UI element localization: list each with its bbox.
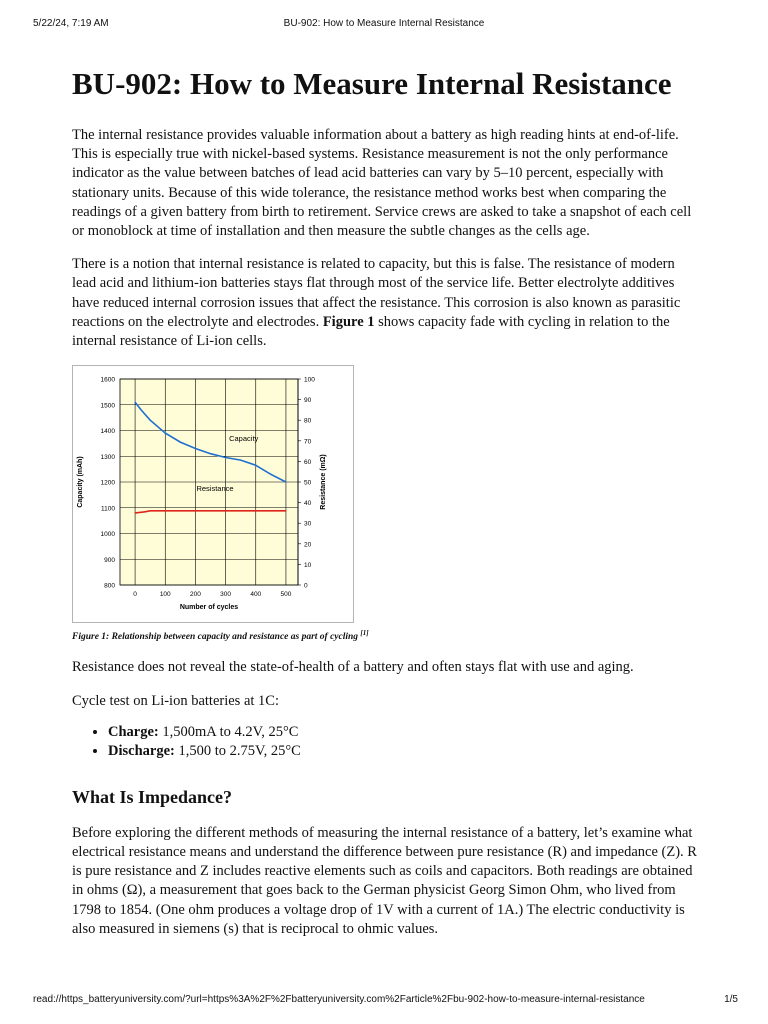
figure-caption-text: Figure 1: Relationship between capacity and resistance as part of cycling (72, 632, 359, 643)
y-tick-label: 900 (104, 556, 115, 564)
y-tick-label: 1100 (101, 505, 115, 513)
y-tick-label: 1600 (100, 376, 115, 384)
print-doc-title: BU-902: How to Measure Internal Resistance (283, 18, 485, 29)
paragraph-cycle-test: Cycle test on Li-ion batteries at 1C: (72, 692, 279, 709)
capacity-annotation: Capacity (229, 434, 259, 444)
y-tick-label: 1500 (100, 402, 115, 410)
list-label-discharge: Discharge: (108, 742, 175, 759)
data-point-capacity (285, 482, 286, 483)
y2-tick-label: 30 (304, 520, 312, 528)
y2-tick-label: 20 (304, 541, 312, 549)
figure-1 (72, 365, 354, 623)
x-tick-label: 400 (250, 591, 262, 599)
data-point-resistance (134, 513, 135, 514)
data-point-resistance (225, 510, 226, 511)
section-heading-impedance: What Is Impedance? (72, 786, 233, 807)
print-datetime: 5/22/24, 7:19 AM (33, 18, 109, 29)
print-header (0, 18, 768, 32)
paragraph-intro: The internal resistance provides valuable information about a battery as high reading hints at end-of-life. This is especially true with nickel-based systems. Resistance measurement is not the only performance indicator as the value between batches of lead acid batteries can vary by 5–10 percent, especially with stationary units. Because of this wide tolerance, the resistance method works best when comparing the readings of a given battery from birth to retirement. Service crews are asked to take a snapshot of each cell or monoblock at time of installation and then measure the subtle changes as the cells age. (72, 127, 692, 240)
list-text-charge: 1,500mA to 4.2V, 25°C (158, 723, 299, 740)
data-point-capacity (180, 442, 181, 443)
y2-tick-label: 70 (304, 438, 312, 446)
y2-tick-label: 40 (304, 500, 312, 508)
data-point-capacity (240, 460, 241, 461)
data-point-resistance (195, 510, 196, 511)
x-axis-label: Number of cycles (179, 604, 239, 612)
y-tick-label: 1400 (100, 428, 115, 436)
data-point-capacity (134, 402, 135, 403)
data-point-capacity (225, 457, 226, 458)
data-point-resistance (144, 512, 145, 513)
data-point-resistance (285, 510, 286, 511)
y-tick-label: 1300 (100, 453, 115, 461)
list-label-charge: Charge: (108, 723, 159, 740)
list-item-discharge (108, 742, 702, 761)
data-point-capacity (210, 453, 211, 454)
data-point-resistance (150, 510, 151, 511)
page-title: BU-902: How to Measure Internal Resistance (72, 66, 672, 101)
y2-tick-label: 50 (304, 479, 312, 487)
paragraph-impedance: Before exploring the different methods of measuring the internal resistance of a battery, let’s examine what electrical resistance means and understand the difference between pure resistance (R) and impedance (Z). R is pure resistance and Z includes reactive elements such as coils and capacitors. Both readings are obtained in ohms (Ω), a measurement that goes back to the German physicist Georg Simon Ohm, who lived from 1798 to 1854. (One ohm produces a voltage drop of 1V with a current of 1A.) The electric conductivity is also measured in siemens (s) that is reciprocal to ohmic values. (72, 824, 697, 937)
figure-caption (72, 629, 702, 642)
paragraph-notion-text-a: There is a notion that internal resistance is related to capacity, but this is false. The resistance of modern lead acid and lithium-ion batteries stays flat through most of the service life. Better electrolyte additives have reduced internal corrosion issues that affect the resistance. This corrosion is also known as parasitic reactions on the electrolyte and electrodes. (72, 256, 681, 330)
y-tick-label: 1000 (100, 531, 115, 539)
list-text-discharge: 1,500 to 2.75V, 25°C (174, 742, 301, 759)
y2-tick-label: 60 (304, 459, 312, 467)
y-axis-right-label: Resistance (mΩ) (320, 454, 327, 510)
resistance-annotation: Resistance (196, 484, 234, 494)
y-tick-label: 800 (104, 582, 115, 590)
test-conditions-list (72, 723, 702, 761)
y2-tick-label: 80 (304, 417, 312, 425)
capacity-resistance-chart (72, 365, 354, 623)
figure-reference: Figure 1 (322, 313, 375, 330)
data-point-resistance (255, 510, 256, 511)
data-point-capacity (195, 448, 196, 449)
y-axis-left-label: Capacity (mAh) (77, 456, 84, 508)
x-tick-label: 100 (159, 591, 171, 599)
print-page-number: 1/5 (724, 994, 738, 1005)
y2-tick-label: 0 (304, 582, 308, 590)
x-tick-label: 0 (133, 591, 137, 599)
list-item-charge (108, 723, 702, 742)
data-point-resistance (165, 510, 166, 511)
data-point-capacity (150, 420, 151, 421)
data-point-capacity (141, 410, 142, 411)
paragraph-notion-text-b: shows capacity fade with cycling in relation to the internal resistance of Li-ion cells. (72, 313, 670, 350)
x-tick-label: 200 (189, 591, 201, 599)
data-point-capacity (270, 474, 271, 475)
print-footer (0, 994, 768, 1008)
paragraph-resistance: Resistance does not reveal the state-of-health of a battery and often stays flat with use and aging. (72, 659, 634, 676)
paragraph-notion (72, 255, 702, 351)
print-url[interactable]: read://https_batteryuniversity.com/?url=https%3A%2F%2Fbatteryuniversity.com%2Farticle%2Fbu-902-how-to-measure-internal-resistance (33, 994, 645, 1005)
y2-tick-label: 90 (304, 397, 312, 405)
data-point-capacity (165, 433, 166, 434)
article (72, 62, 702, 953)
x-tick-label: 300 (220, 591, 232, 599)
x-tick-label: 500 (280, 591, 292, 599)
y2-tick-label: 10 (304, 562, 312, 570)
y2-tick-label: 100 (304, 376, 315, 384)
figure-citation-link[interactable]: [1] (360, 629, 369, 638)
data-point-capacity (255, 465, 256, 466)
y-tick-label: 1200 (100, 479, 115, 487)
